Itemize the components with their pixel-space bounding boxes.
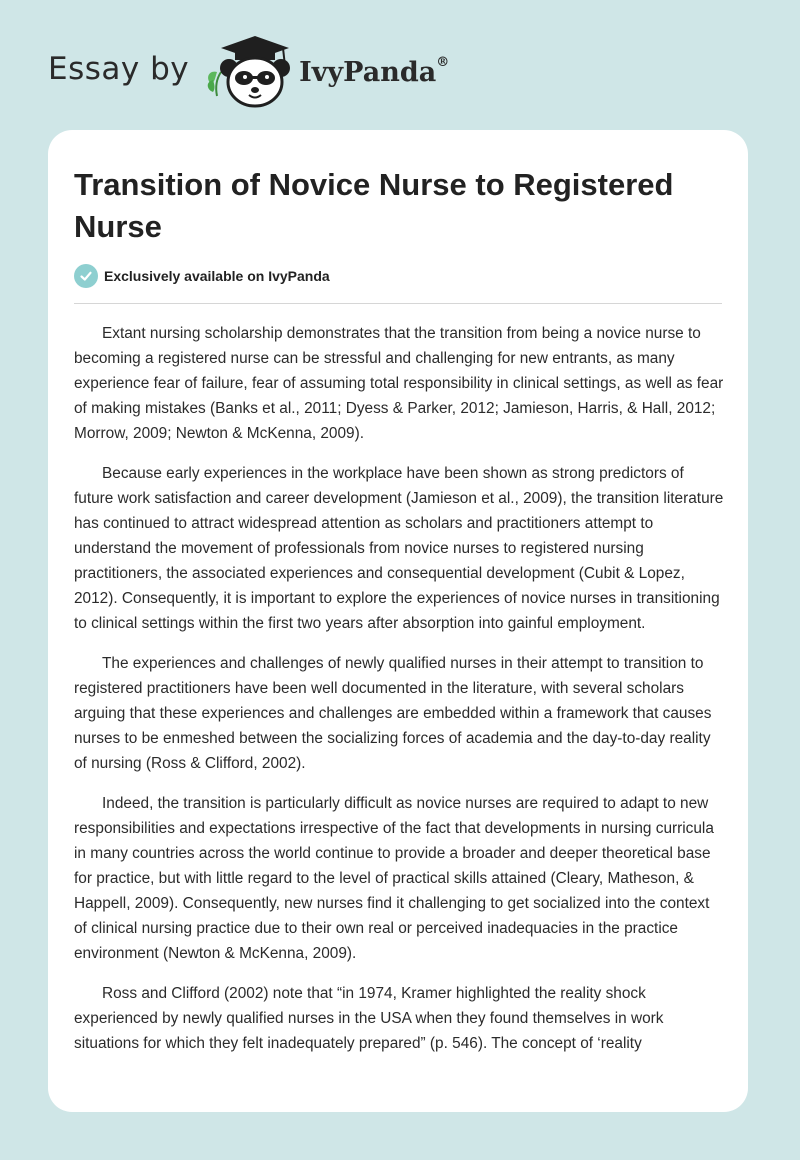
check-icon (74, 264, 98, 288)
paragraph: Because early experiences in the workplace have been shown as strong predictors of future work satisfaction and career development (Jamieson et al., 2009), the transition literature has continued to attract widespread attention as scholars and practitioners attempt to understand the movement of professionals from novice nurses to registered nursing practitioners, the associated experiences and consequential development (Cubit & Lopez, 2012). Consequently, it is important to explore the experiences of novice nurses in transitioning to clinical settings within the first two years after absorption into gainful employment. (74, 465, 724, 632)
brand-name[interactable]: IvyPanda® (299, 54, 450, 88)
registered-mark: ® (436, 54, 450, 70)
essay-card (48, 130, 748, 1112)
site-header (48, 34, 449, 108)
exclusive-label: Exclusively available on IvyPanda (104, 268, 330, 284)
panda-logo-icon[interactable] (203, 34, 295, 108)
divider (74, 303, 722, 304)
exclusive-badge (74, 264, 330, 288)
essay-by-label: Essay by (48, 51, 190, 87)
paragraph: The experiences and challenges of newly qualified nurses in their attempt to transition to registered practitioners have been well documented in the literature, with several scholars arguing that these experiences and challenges are embedded within a framework that causes nurses to be enmeshed between the socializing forces of academia and the day-to-day reality of nursing (Ross & Clifford, 2002). (74, 655, 712, 772)
paragraph: Extant nursing scholarship demonstrates that the transition from being a novice nurse to becoming a registered nurse can be stressful and challenging for new entrants, as many experience fear of failure, fear of assuming total responsibility in clinical settings, as well as fear of making mistakes (Banks et al., 2011; Dyess & Parker, 2012; Jamieson, Harris, & Hall, 2012; Morrow, 2009; Newton & McKenna, 2009). (74, 325, 724, 442)
page-title: Transition of Novice Nurse to Registered Nurse (74, 167, 674, 244)
paragraph: Ross and Clifford (2002) note that “in 1974, Kramer highlighted the reality shock experienced by newly qualified nurses in the USA when they found themselves in work situations for which they felt inadequately prepared” (p. 546). The concept of ‘reality (74, 985, 664, 1052)
paragraph: Indeed, the transition is particularly difficult as novice nurses are required to adapt to new responsibilities and expectations irrespective of the fact that developments in nursing curricula in many countries across the world continue to provide a broader and deeper theoretical base for practice, but with little regard to the level of practical skills attained (Cleary, Matheson, & Happell, 2009). Consequently, new nurses find it challenging to get socialized into the context of clinical nursing practice due to their own real or perceived inadequacies in the practice environment (Newton & McKenna, 2009). (74, 795, 714, 962)
essay-body (74, 321, 724, 1071)
